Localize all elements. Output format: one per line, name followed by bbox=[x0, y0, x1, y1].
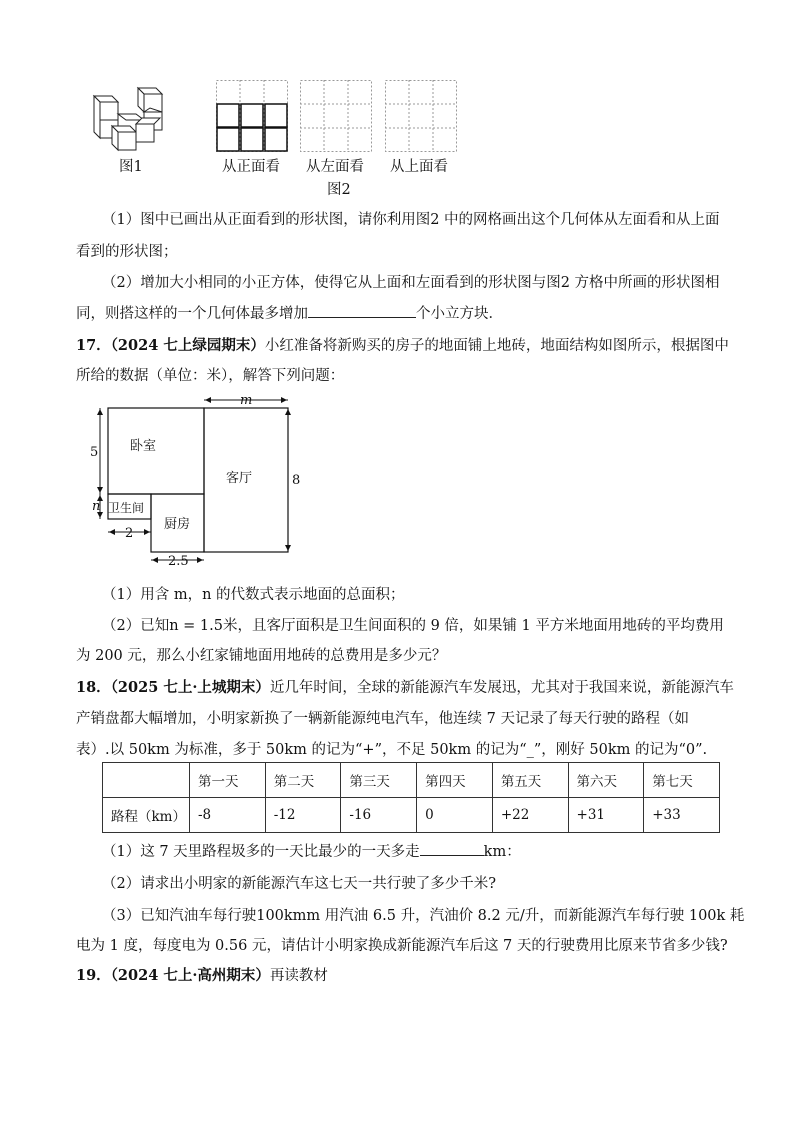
q18-number: 18． bbox=[76, 679, 111, 696]
dim-n-label: n bbox=[92, 499, 101, 514]
bedroom-label: 卧室 bbox=[130, 439, 157, 454]
table-cell: +22 bbox=[492, 798, 568, 833]
q19-source: （2024 七上·高州期末） bbox=[110, 967, 270, 984]
q19-line bbox=[76, 964, 328, 985]
q17-part2-line2: 为 200 元，那么小红家铺地面用地砖的总费用是多少元？ bbox=[76, 648, 447, 664]
q18-source: （2025 七上·上城期末） bbox=[110, 679, 270, 696]
q17-source: （2024 七上绿园期末） bbox=[110, 337, 265, 354]
top-view-caption: 从上面看 bbox=[390, 159, 448, 175]
table-cell: 第七天 bbox=[644, 763, 720, 798]
bathroom-label: 卫生间 bbox=[108, 501, 145, 515]
floor-plan bbox=[88, 392, 308, 572]
q16-part2-line2 bbox=[76, 302, 503, 323]
table-cell: 第一天 bbox=[190, 763, 266, 798]
q17-part1: （1）用含 m，n 的代数式表示地面的总面积； bbox=[102, 587, 405, 603]
kitchen-label: 厨房 bbox=[164, 517, 191, 532]
front-view-caption: 从正面看 bbox=[222, 159, 280, 175]
q16-part2-text-a: 同，则搭这样的一个几何体最多增加 bbox=[76, 306, 308, 322]
q18-part2: （2）请求出小明家的新能源汽车这七天一共行驶了多少千米? bbox=[102, 876, 496, 892]
q18-part3-line1: （3）已知汽油车每行驶100kmm 用汽油 6.5 升，汽油价 8.2 元/升，而新能源汽车每行驶 100k 耗 bbox=[102, 908, 745, 924]
dim-8-label: 8 bbox=[292, 473, 301, 488]
q16-part2-text-b: 个小立方块． bbox=[416, 306, 503, 322]
table-cell: 第四天 bbox=[417, 763, 493, 798]
table-row bbox=[103, 798, 720, 833]
grid-front-view bbox=[216, 80, 288, 152]
dim-2-label: 2 bbox=[125, 526, 134, 541]
figure2-caption: 图2 bbox=[327, 182, 351, 198]
q19-number: 19． bbox=[76, 967, 111, 984]
q18-answer-blank[interactable] bbox=[420, 841, 484, 857]
q18-part3-line2: 电为 1 度，每度电为 0.56 元，请估计小明家换成新能源汽车后这 7 天的行驶费用比原来节省多少钱? bbox=[76, 938, 728, 954]
table-cell: +33 bbox=[644, 798, 720, 833]
mileage-table bbox=[102, 762, 720, 833]
q17-text1: 小红准备将新购买的房子的地面铺上地砖，地面结构如图所示，根据图中 bbox=[264, 338, 729, 354]
q18-part1 bbox=[102, 840, 521, 861]
q16-part1-line2: 看到的形状图； bbox=[76, 244, 178, 260]
dim-5-label: 5 bbox=[90, 445, 99, 460]
q16-part1-line1: （1）图中已画出从正面看到的形状图，请你利用图2 中的网格画出这个几何体从左面看和从上面 bbox=[102, 212, 720, 228]
table-cell: -8 bbox=[190, 798, 266, 833]
q17-line1 bbox=[76, 334, 729, 355]
dim-m-label: m bbox=[240, 393, 253, 408]
table-cell: 路程（km） bbox=[103, 798, 190, 833]
table-cell: 第二天 bbox=[265, 763, 341, 798]
table-cell: +31 bbox=[568, 798, 644, 833]
q17-number: 17． bbox=[76, 337, 111, 354]
table-cell: 第六天 bbox=[568, 763, 644, 798]
grid-top-view bbox=[385, 80, 457, 152]
q18-text1: 近几年时间，全球的新能源汽车发展迅，尤其对于我国来说，新能源汽车 bbox=[269, 680, 734, 696]
table-cell: -16 bbox=[341, 798, 417, 833]
figure1-cube-stack bbox=[88, 84, 170, 156]
left-view-caption: 从左面看 bbox=[306, 159, 364, 175]
table-cell: 0 bbox=[417, 798, 493, 833]
figure1-caption: 图1 bbox=[119, 159, 143, 175]
q17-part2-line1: （2）已知n = 1.5米，且客厅面积是卫生间面积的 9 倍，如果铺 1 平方米地面用地砖的平均费用 bbox=[102, 618, 724, 634]
q18-line1 bbox=[76, 676, 734, 697]
table-cell bbox=[103, 763, 190, 798]
living-room-label: 客厅 bbox=[226, 471, 253, 486]
q18-line3: 表）.以 50km 为标准，多于 50km 的记为“+”，不足 50km 的记为“_”，刚好 50km 的记为“0”. bbox=[76, 742, 708, 758]
q18-part1-text-b: km： bbox=[483, 844, 521, 860]
table-cell: 第三天 bbox=[341, 763, 417, 798]
q18-part1-text-a: （1）这 7 天里路程圾多的一天比最少的一天多走 bbox=[102, 844, 420, 860]
q16-answer-blank[interactable] bbox=[308, 303, 416, 319]
table-cell: 第五天 bbox=[492, 763, 568, 798]
table-header-row bbox=[103, 763, 720, 798]
q16-part2-line1: （2）增加大小相同的小正方体，使得它从上面和左面看到的形状图与图2 方格中所画的形状图相 bbox=[102, 275, 720, 291]
table-cell: -12 bbox=[265, 798, 341, 833]
q19-text: 再读教材 bbox=[269, 968, 328, 984]
q18-line2: 产销盘都大幅增加，小明家新换了一辆新能源纯电汽车，他连续 7 天记录了每天行驶的路程（如 bbox=[76, 711, 689, 727]
grid-left-view bbox=[300, 80, 372, 152]
q17-line2: 所给的数据（单位：米），解答下列问题： bbox=[76, 368, 345, 384]
dim-2-5-label: 2.5 bbox=[168, 554, 189, 569]
